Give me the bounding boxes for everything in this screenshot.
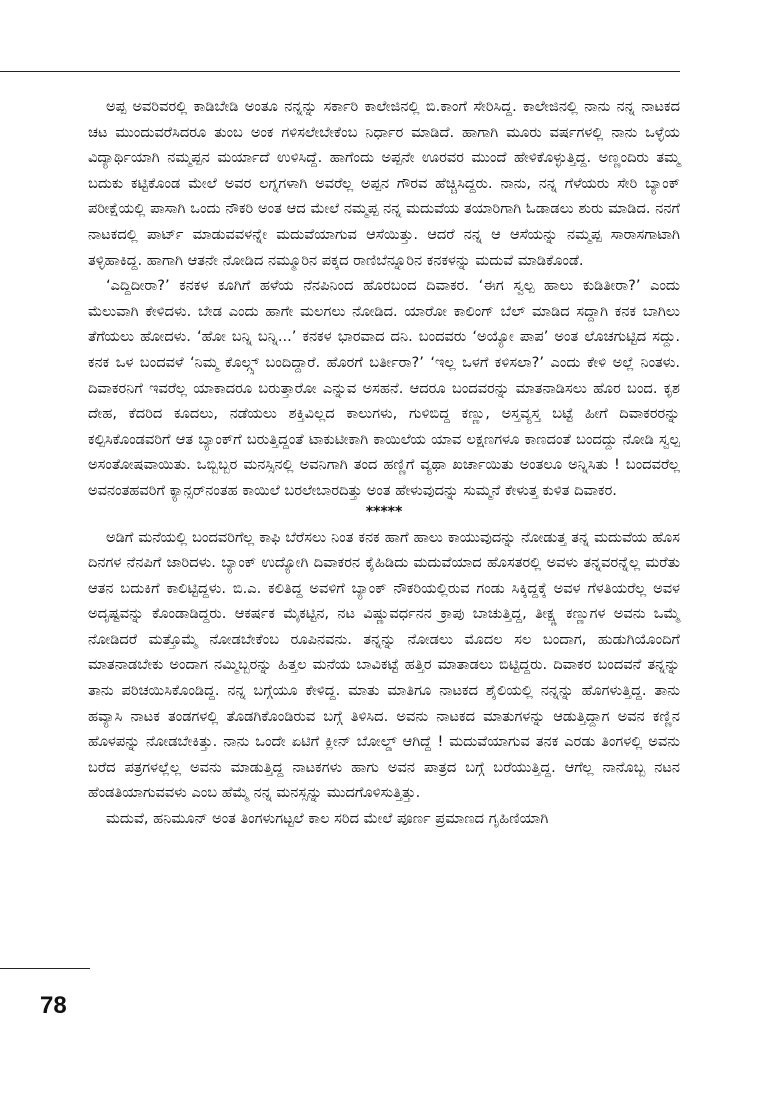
- page-number: 78: [40, 992, 67, 1019]
- top-rule: [0, 71, 680, 72]
- section-break: *****: [365, 503, 403, 520]
- paragraph-1: ಅಪ್ಪ ಅವರಿವರಲ್ಲಿ ಕಾಡಿಬೇಡಿ ಅಂತೂ ನನ್ನನ್ನು ಸರ್ಕಾರಿ ಕಾಲೇಜಿನಲ್ಲಿ ಬಿ.ಕಾಂಗೆ ಸೇರಿಸಿದ್ದ. ಕಾಲೇಜಿನಲ್ಲಿ ನಾನು ನನ್ನ ನಾಟಕದ ಚಟ ಮುಂದುವರೆಸಿದರೂ ತುಂಬ ಅಂಕ ಗಳಿಸಲೇಬೇಕೆಂಬ ನಿರ್ಧಾರ ಮಾಡಿದೆ. ಹಾಗಾಗಿ ಮೂರು ವರ್ಷಗಳಲ್ಲಿ ನಾನು ಒಳ್ಳೆಯ ವಿದ್ಯಾರ್ಥಿಯಾಗಿ ನಮ್ಮಪ್ಪನ ಮರ್ಯಾದೆ ಉಳಿಸಿದ್ದೆ. ಹಾಗೆಂದು ಅಪ್ಪನೇ ಊರವರ ಮುಂದೆ ಹೇಳಿಕೊಳ್ಳುತ್ತಿದ್ದ. ಅಣ್ಣಂದಿರು ತಮ್ಮ ಬದುಕು ಕಟ್ಟಿಕೊಂಡ ಮೇಲೆ ಅವರ ಲಗ್ನಗಳಾಗಿ ಅವರೆಲ್ಲ ಅಪ್ಪನ ಗೌರವ ಹೆಚ್ಚಿಸಿದ್ದರು. ನಾನು, ನನ್ನ ಗೆಳೆಯರು ಸೇರಿ ಬ್ಯಾಂಕ್ ಪರೀಕ್ಷೆಯಲ್ಲಿ ಪಾಸಾಗಿ ಒಂದು ನೌಕರಿ ಅಂತ ಆದ ಮೇಲೆ ನಮ್ಮಪ್ಪ ನನ್ನ ಮದುವೆಯ ತಯಾರಿಗಾಗಿ ಓಡಾಡಲು ಶುರು ಮಾಡಿದ. ನನಗೆ ನಾಟಕದಲ್ಲಿ ಪಾರ್ಟ್ ಮಾಡುವವಳನ್ನೇ ಮದುವೆಯಾಗುವ ಆಸೆಯಿತ್ತು. ಆದರೆ ನನ್ನ ಆ ಆಸೆಯನ್ನು ನಮ್ಮಪ್ಪ ಸಾರಾಸಗಾಟಾಗಿ ತಳ್ಳಿಹಾಕಿದ್ದ. ಹಾಗಾಗಿ ಆತನೇ ನೋಡಿದ ನಮ್ಮೂರಿನ ಪಕ್ಕದ ರಾಣಿಬೆನ್ನೂರಿನ ಕನಕಳನ್ನು ಮದುವೆ ಮಾಡಿಕೊಂಡೆ.: [88, 98, 680, 269]
- page-body: [88, 94, 680, 832]
- bottom-rule: [0, 968, 90, 969]
- paragraph-2: ‘ಎದ್ದಿದೀರಾ?’ ಕನಕಳ ಕೂಗಿಗೆ ಹಳೆಯ ನೆನಪಿನಿಂದ ಹೊರಬಂದ ದಿವಾಕರ. ‘ಈಗ ಸ್ವಲ್ಪ ಹಾಲು ಕುಡಿತೀರಾ?’ ಎಂದು ಮೆಲುವಾಗಿ ಕೇಳಿದಳು. ಬೇಡ ಎಂದು ಹಾಗೇ ಮಲಗಲು ನೋಡಿದ. ಯಾರೋ ಕಾಲಿಂಗ್ ಬೆಲ್ ಮಾಡಿದ ಸದ್ದಾಗಿ ಕನಕ ಬಾಗಿಲು ತೆಗೆಯಲು ಹೋದಳು. ‘ಹೋ ಬನ್ನಿ ಬನ್ನಿ...’ ಕನಕಳ ಭಾರವಾದ ದನಿ. ಬಂದವರು ‘ಅಯ್ಯೋ ಪಾಪ’ ಅಂತ ಲೊಚಗುಟ್ಟಿದ ಸದ್ದು. ಕನಕ ಒಳ ಬಂದವಳೆ ‘ನಿಮ್ಮ ಕೊಲ್ಗ್ಸ್ ಬಂದಿದ್ದಾರೆ. ಹೊರಗೆ ಬರ್ತೀರಾ?’ ‘ಇಲ್ಲ ಒಳಗೆ ಕಳಿಸಲಾ?’ ಎಂದು ಕೇಳಿ ಅಲ್ಲೆ ನಿಂತಳು. ದಿವಾಕರನಿಗೆ ಇವರೆಲ್ಲ ಯಾಕಾದರೂ ಬರುತ್ತಾರೋ ಎನ್ನುವ ಅಸಹನೆ. ಆದರೂ ಬಂದವರನ್ನು ಮಾತನಾಡಿಸಲು ಹೊರ ಬಂದ. ಕೃಶ ದೇಹ, ಕೆದರಿದ ಕೂದಲು, ನಡೆಯಲು ಶಕ್ತಿವಿಲ್ಲದ ಕಾಲುಗಳು, ಗುಳಿಬಿದ್ದ ಕಣ್ಣು, ಅಸ್ತವ್ಯಸ್ತ ಬಟ್ಟೆ ಹೀಗೆ ದಿವಾಕರರನ್ನು ಕಲ್ಪಿಸಿಕೊಂಡವರಿಗೆ ಆತ ಬ್ಯಾಂಕ್‌ಗೆ ಬರುತ್ತಿದ್ದಂತೆ ಟಾಕುಟೀಕಾಗಿ ಕಾಯಿಲೆಯ ಯಾವ ಲಕ್ಷಣಗಳೂ ಕಾಣದಂತೆ ಬಂದದ್ದು ನೋಡಿ ಸ್ವಲ್ಪ ಅಸಂತೋಷವಾಯಿತು. ಒಬ್ಬಿಬ್ಬರ ಮನಸ್ಸಿನಲ್ಲಿ ಅವನಿಗಾಗಿ ತಂದ ಹಣ್ಣಿಗೆ ವ್ಯಥಾ ಖರ್ಚಾಯಿತು ಅಂತಲೂ ಅನ್ನಿಸಿತು ! ಬಂದವರೆಲ್ಲ ಅವನಂತಹವರಿಗೆ ಕ್ಯಾನ್ಸರ್‌ನಂತಹ ಕಾಯಿಲೆ ಬರಲೇಬಾರದಿತ್ತು ಅಂತ ಹೇಳುವುದನ್ನು ಸುಮ್ಮನೆ ಕೇಳುತ್ತ ಕುಳಿತ ದಿವಾಕರ.: [88, 277, 680, 499]
- paragraph-3: ಅಡಿಗೆ ಮನೆಯಲ್ಲಿ ಬಂದವರಿಗೆಲ್ಲ ಕಾಫಿ ಬೆರೆಸಲು ನಿಂತ ಕನಕ ಹಾಗೆ ಹಾಲು ಕಾಯುವುದನ್ನು ನೋಡುತ್ತ ತನ್ನ ಮದುವೆಯ ಹೊಸ ದಿನಗಳ ನೆನಪಿಗೆ ಜಾರಿದಳು. ಬ್ಯಾಂಕ್ ಉದ್ಯೋಗಿ ದಿವಾಕರನ ಕೈಹಿಡಿದು ಮದುವೆಯಾದ ಹೊಸತರಲ್ಲಿ ಅವಳು ತನ್ನವರನ್ನೆಲ್ಲ ಮರೆತು ಆತನ ಬದುಕಿಗೆ ಕಾಲಿಟ್ಟಿದ್ದಳು. ಬಿ.ಎ. ಕಲಿತಿದ್ದ ಅವಳಿಗೆ ಬ್ಯಾಂಕ್ ನೌಕರಿಯಲ್ಲಿರುವ ಗಂಡು ಸಿಕ್ಕಿದ್ದಕ್ಕೆ ಅವಳ ಗೆಳತಿಯರೆಲ್ಲ ಅವಳ ಅದೃಷ್ಟವನ್ನು ಕೊಂಡಾಡಿದ್ದರು. ಆಕರ್ಷಕ ಮೈಕಟ್ಟಿನ, ನಟ ವಿಷ್ಣುವರ್ಧನನ ಕ್ರಾಪು ಬಾಚುತ್ತಿದ್ದ, ತೀಕ್ಷ್ಣ ಕಣ್ಣುಗಳ ಅವನು ಒಮ್ಮೆ ನೋಡಿದರೆ ಮತ್ತೊಮ್ಮೆ ನೋಡಬೇಕೆಂಬ ರೂಪಿನವನು. ತನ್ನನ್ನು ನೋಡಲು ಮೊದಲ ಸಲ ಬಂದಾಗ, ಹುಡುಗಿಯೊಂದಿಗೆ ಮಾತನಾಡಬೇಕು ಅಂದಾಗ ನಮ್ಮಿಬ್ಬರನ್ನು ಹಿತ್ತಲ ಮನೆಯ ಬಾವಿಕಟ್ಟೆ ಹತ್ತಿರ ಮಾತಾಡಲು ಬಿಟ್ಟಿದ್ದರು. ದಿವಾಕರ ಬಂದವನೆ ತನ್ನನ್ನು ತಾನು ಪರಿಚಯಿಸಿಕೊಂಡಿದ್ದ. ನನ್ನ ಬಗ್ಗೆಯೂ ಕೇಳಿದ್ದ. ಮಾತು ಮಾತಿಗೂ ನಾಟಕದ ಶೈಲಿಯಲ್ಲಿ ನನ್ನನ್ನು ಹೊಗಳುತ್ತಿದ್ದ. ತಾನು ಹವ್ಯಾಸಿ ನಾಟಕ ತಂಡಗಳಲ್ಲಿ ತೊಡಗಿಕೊಂಡಿರುವ ಬಗ್ಗೆ ತಿಳಿಸಿದ. ಅವನು ನಾಟಕದ ಮಾತುಗಳನ್ನು ಆಡುತ್ತಿದ್ದಾಗ ಅವನ ಕಣ್ಣಿನ ಹೊಳಪನ್ನು ನೋಡಬೇಕಿತ್ತು. ನಾನು ಒಂದೇ ಏಟಿಗೆ ಕ್ಲೀನ್ ಬೋಲ್ಡ್ ಆಗಿದ್ದೆ ! ಮದುವೆಯಾಗುವ ತನಕ ಎರಡು ತಿಂಗಳಲ್ಲಿ ಅವನು ಬರೆದ ಪತ್ರಗಳಲ್ಲೆಲ್ಲ ಅವನು ಮಾಡುತ್ತಿದ್ದ ನಾಟಕಗಳು ಹಾಗು ಅವನ ಪಾತ್ರದ ಬಗ್ಗೆ ಬರೆಯುತ್ತಿದ್ದ. ಆಗೆಲ್ಲ ನಾನೊಬ್ಬ ನಟನ ಹೆಂಡತಿಯಾಗುವವಳು ಎಂಬ ಹೆಮ್ಮೆ ನನ್ನ ಮನಸ್ಸನ್ನು ಮುದಗೊಳಿಸುತ್ತಿತ್ತು.: [88, 528, 680, 802]
- paragraph-4: ಮದುವೆ, ಹನಿಮೂನ್ ಅಂತ ತಿಂಗಳುಗಟ್ಟಲೆ ಕಾಲ ಸರಿದ ಮೇಲೆ ಪೂರ್ಣ ಪ್ರಮಾಣದ ಗೃಹಿಣಿಯಾಗಿ: [106, 810, 549, 828]
